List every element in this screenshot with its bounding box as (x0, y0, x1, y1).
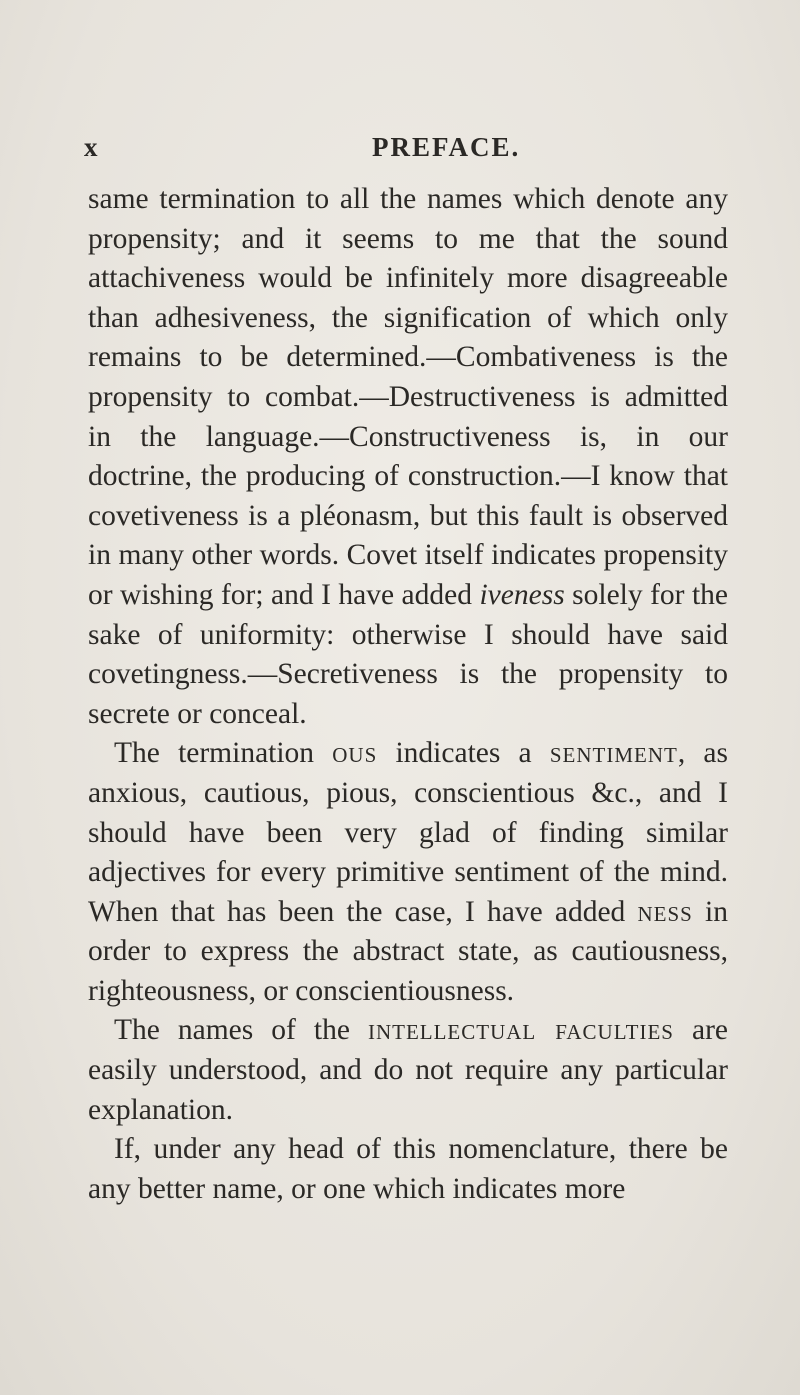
text-segment: The names of the (114, 1014, 368, 1047)
text-segment: same termination to all the names which denote any propensity; and it seems to me that the sound attachiveness would be infinitely more disagreeable than adhesiveness, the signification of which only remains to be determined.—Combativeness is the propensity to combat.—Destructiveness is admitted in the language.—Constructiveness is, in our doctrine, the producing of construction.—I know that covetiveness is a pléonasm, but this fault is observed in many other words. Covet itself indicates propensity or wishing for; and I have added (88, 183, 728, 611)
body-text (88, 180, 728, 1209)
smallcaps-segment: ous (332, 737, 378, 770)
smallcaps-segment: ness (637, 895, 693, 928)
text-segment: indicates a (377, 737, 550, 770)
running-head: PREFACE. (372, 132, 521, 162)
text-segment: If, under any head of this nomenclature, there be any better name, or one which indicates more (88, 1133, 728, 1205)
paragraph (88, 734, 728, 1011)
smallcaps-segment: intellectual faculties (367, 1014, 674, 1047)
text-segment: are easily understood, and do not require any particular explanation. (88, 1014, 729, 1126)
page-number: x (84, 132, 99, 162)
paragraph (88, 180, 728, 734)
text-segment: , as anxious, cautious, pious, conscientious &c., and I should have been very glad of finding similar adjectives for every primitive sentiment of the mind. When that has been the case, I have added (88, 737, 728, 928)
text-segment: solely for the sake of uniformity: otherwise I should have said covetingness.—Secretiveness is the propensity to secrete or conceal. (88, 578, 729, 730)
page-header (0, 132, 800, 166)
text-segment: in order to express the abstract state, as cautiousness, righteousness, or conscientiousness. (88, 895, 728, 1007)
text-segment: The termination (114, 737, 333, 770)
italic-segment: iveness (479, 578, 565, 611)
smallcaps-segment: sentiment (549, 737, 678, 770)
paragraph (88, 1130, 728, 1209)
paragraph (88, 1011, 728, 1130)
